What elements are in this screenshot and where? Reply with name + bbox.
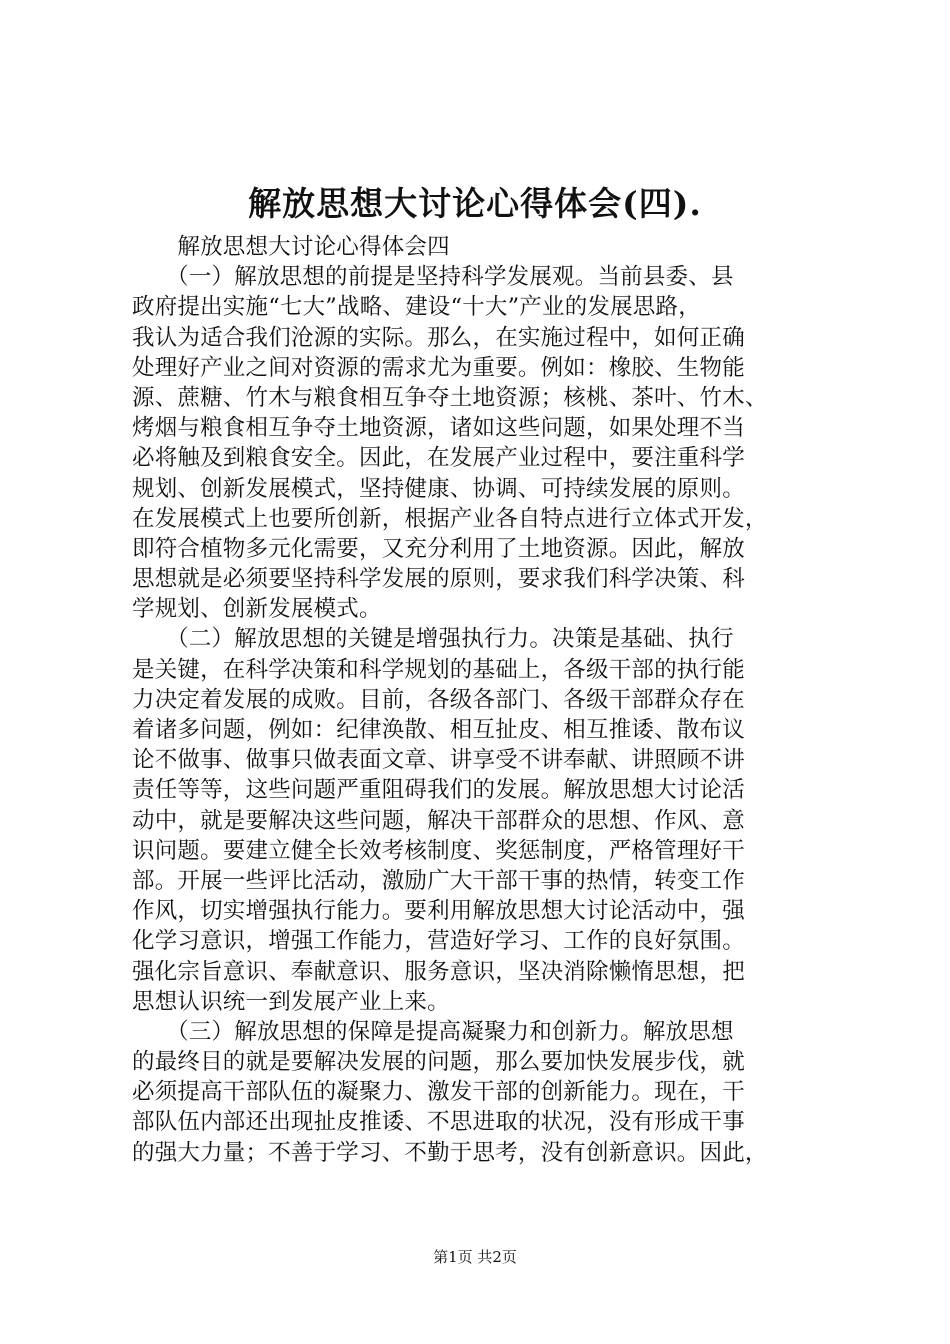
- text-line: （二）解放思想的关键是增强执行力。决策是基础、执行: [132, 626, 734, 653]
- text-line: 动中，就是要解决这些问题，解决干部群众的思想、作风、意: [132, 807, 745, 834]
- text-line: 责任等等，这些问题严重阻碍我们的发展。解放思想大讨论活: [132, 777, 745, 804]
- document-title: 解放思想大讨论心得体会(四).: [248, 184, 702, 223]
- text-line: 必将触及到粮食安全。因此，在发展产业过程中，要注重科学: [132, 445, 745, 472]
- text-line: 解放思想大讨论心得体会四: [132, 234, 450, 260]
- text-line: 作风，切实增强执行能力。要利用解放思想大讨论活动中，强: [132, 898, 745, 925]
- text-line: 烤烟与粮食相互争夺土地资源，诸如这些问题，如果处理不当: [132, 415, 745, 442]
- text-line: 在发展模式上也要所创新，根据产业各自特点进行立体式开发，: [132, 505, 768, 532]
- text-line: 处理好产业之间对资源的需求尤为重要。例如：橡胶、生物能: [132, 354, 745, 381]
- page-footer: 第1页 共2页: [433, 1248, 517, 1266]
- text-line: 是关键，在科学决策和科学规划的基础上，各级干部的执行能: [132, 656, 745, 683]
- text-line: 部队伍内部还出现扯皮推诿、不思进取的状况，没有形成干事: [132, 1109, 745, 1136]
- text-line: 必须提高干部队伍的凝聚力、激发干部的创新能力。现在，干: [132, 1079, 745, 1106]
- text-line: 学规划、创新发展模式。: [132, 596, 382, 623]
- text-line: 识问题。要建立健全长效考核制度、奖惩制度，严格管理好干: [132, 837, 745, 864]
- text-line: 政府提出实施“七大”战略、建设“十大”产业的发展思路，: [132, 294, 701, 321]
- text-line: （三）解放思想的保障是提高凝聚力和创新力。解放思想: [132, 1018, 734, 1045]
- text-line: 规划、创新发展模式，坚持健康、协调、可持续发展的原则。: [132, 475, 745, 502]
- text-line: 化学习意识，增强工作能力，营造好学习、工作的良好氛围。: [132, 928, 745, 955]
- text-line: 部。开展一些评比活动，激励广大干部干事的热情，转变工作: [132, 867, 745, 894]
- text-line: 即符合植物多元化需要，又充分利用了土地资源。因此，解放: [132, 535, 745, 562]
- text-line: 思想就是必须要坚持科学发展的原则，要求我们科学决策、科: [132, 566, 745, 593]
- text-line: （一）解放思想的前提是坚持科学发展观。当前县委、县: [132, 264, 734, 291]
- text-line: 的最终目的就是要解决发展的问题，那么要加快发展步伐，就: [132, 1049, 745, 1076]
- text-line: 强化宗旨意识、奉献意识、服务意识，坚决消除懒惰思想，把: [132, 958, 745, 985]
- text-line: 论不做事、做事只做表面文章、讲享受不讲奉献、讲照顾不讲: [132, 747, 745, 774]
- text-line: 源、蔗糖、竹木与粮食相互争夺土地资源；核桃、茶叶、竹木、: [132, 384, 768, 411]
- document-body: [132, 232, 832, 1168]
- text-line: 的强大力量；不善于学习、不勤于思考，没有创新意识。因此，: [132, 1139, 768, 1166]
- text-line: 我认为适合我们沧源的实际。那么，在实施过程中，如何正确: [132, 324, 745, 351]
- text-line: 力决定着发展的成败。目前，各级各部门、各级干部群众存在: [132, 686, 745, 713]
- text-line: 着诸多问题，例如：纪律涣散、相互扯皮、相互推诿、散布议: [132, 717, 745, 743]
- text-line: 思想认识统一到发展产业上来。: [132, 988, 450, 1015]
